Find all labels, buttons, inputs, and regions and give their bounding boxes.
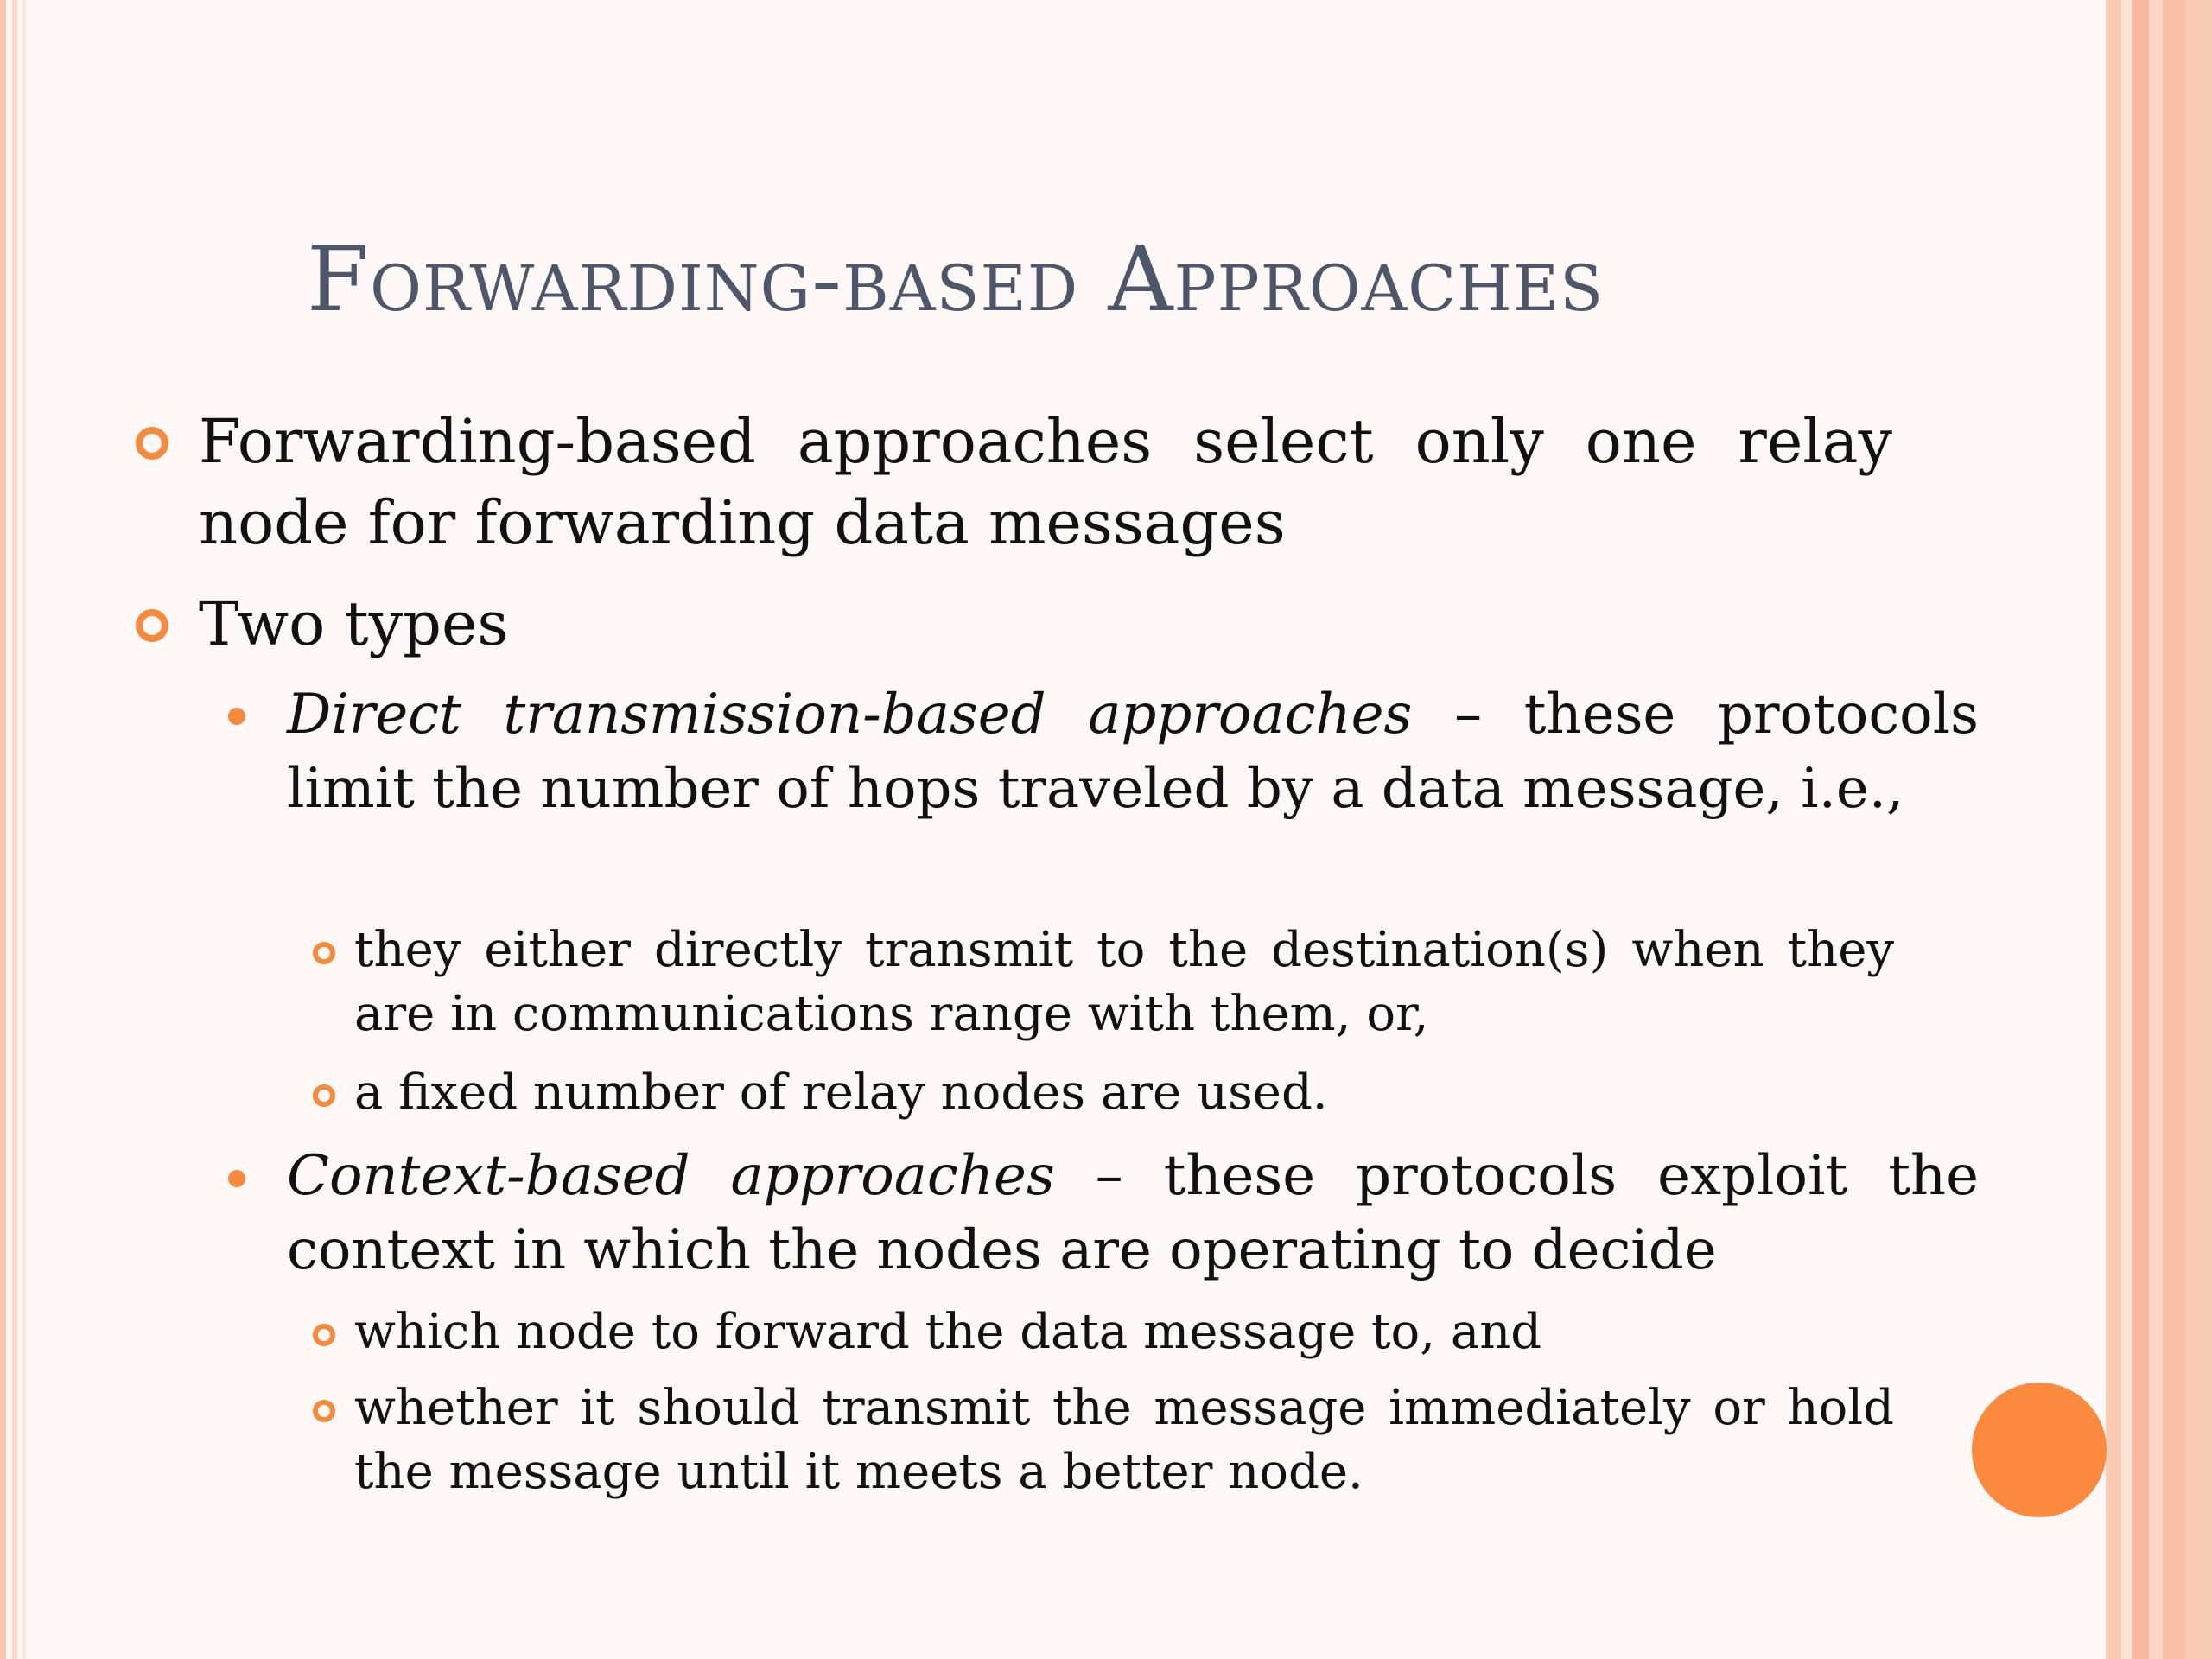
bullet-ring-icon xyxy=(313,1400,335,1422)
desc-direct-transmission: – these protocols limit the number of hops traveled by a data message, i.e., xyxy=(287,683,1979,821)
right-border-stripe xyxy=(2185,0,2212,1659)
bullet-dot-icon xyxy=(228,1170,245,1187)
bullet-fixed-relays: a fixed number of relay nodes are used. xyxy=(354,1065,1328,1121)
bullet-ring-icon xyxy=(136,609,168,642)
term-direct-transmission: Direct transmission-based approaches xyxy=(287,683,1413,747)
bullet-dot-icon xyxy=(228,708,245,725)
desc-context-based: – these protocols exploit the context in which the nodes are operating to decide xyxy=(287,1144,1980,1282)
bullet-ring-icon xyxy=(136,427,168,460)
bullet-direct-transmission xyxy=(287,677,1979,826)
left-border-stripe xyxy=(22,0,26,1659)
bullet-ring-icon xyxy=(313,1324,335,1346)
right-border-stripe xyxy=(2163,0,2185,1659)
left-border-stripe xyxy=(12,0,17,1659)
bullet-ring-icon xyxy=(313,942,335,964)
bullet-two-types: Two types xyxy=(199,588,509,659)
bullet-ring-icon xyxy=(313,1084,335,1107)
bullet-direct-range: they either directly transmit to the destination(s) when they are in communications range with them, or, xyxy=(354,922,1894,1042)
right-border-stripe xyxy=(2121,0,2132,1659)
bullet-context-based xyxy=(287,1139,1979,1287)
slide-title: Forwarding-based Approaches xyxy=(307,226,1605,332)
bullet-forwarding-based: Forwarding-based approaches select only one relay node for forwarding data messages xyxy=(199,406,1892,558)
right-border-stripe xyxy=(2106,0,2121,1659)
bullet-transmit-or-hold: whether it should transmit the message immediately or hold the message until it meets a better node. xyxy=(354,1380,1894,1500)
right-border-stripe xyxy=(2149,0,2163,1659)
right-border-stripe xyxy=(2132,0,2149,1659)
decorative-orange-circle xyxy=(1972,1382,2107,1517)
term-context-based: Context-based approaches xyxy=(287,1144,1055,1208)
bullet-which-node: which node to forward the data message to, and xyxy=(354,1304,1542,1360)
left-border-stripe xyxy=(0,0,6,1659)
